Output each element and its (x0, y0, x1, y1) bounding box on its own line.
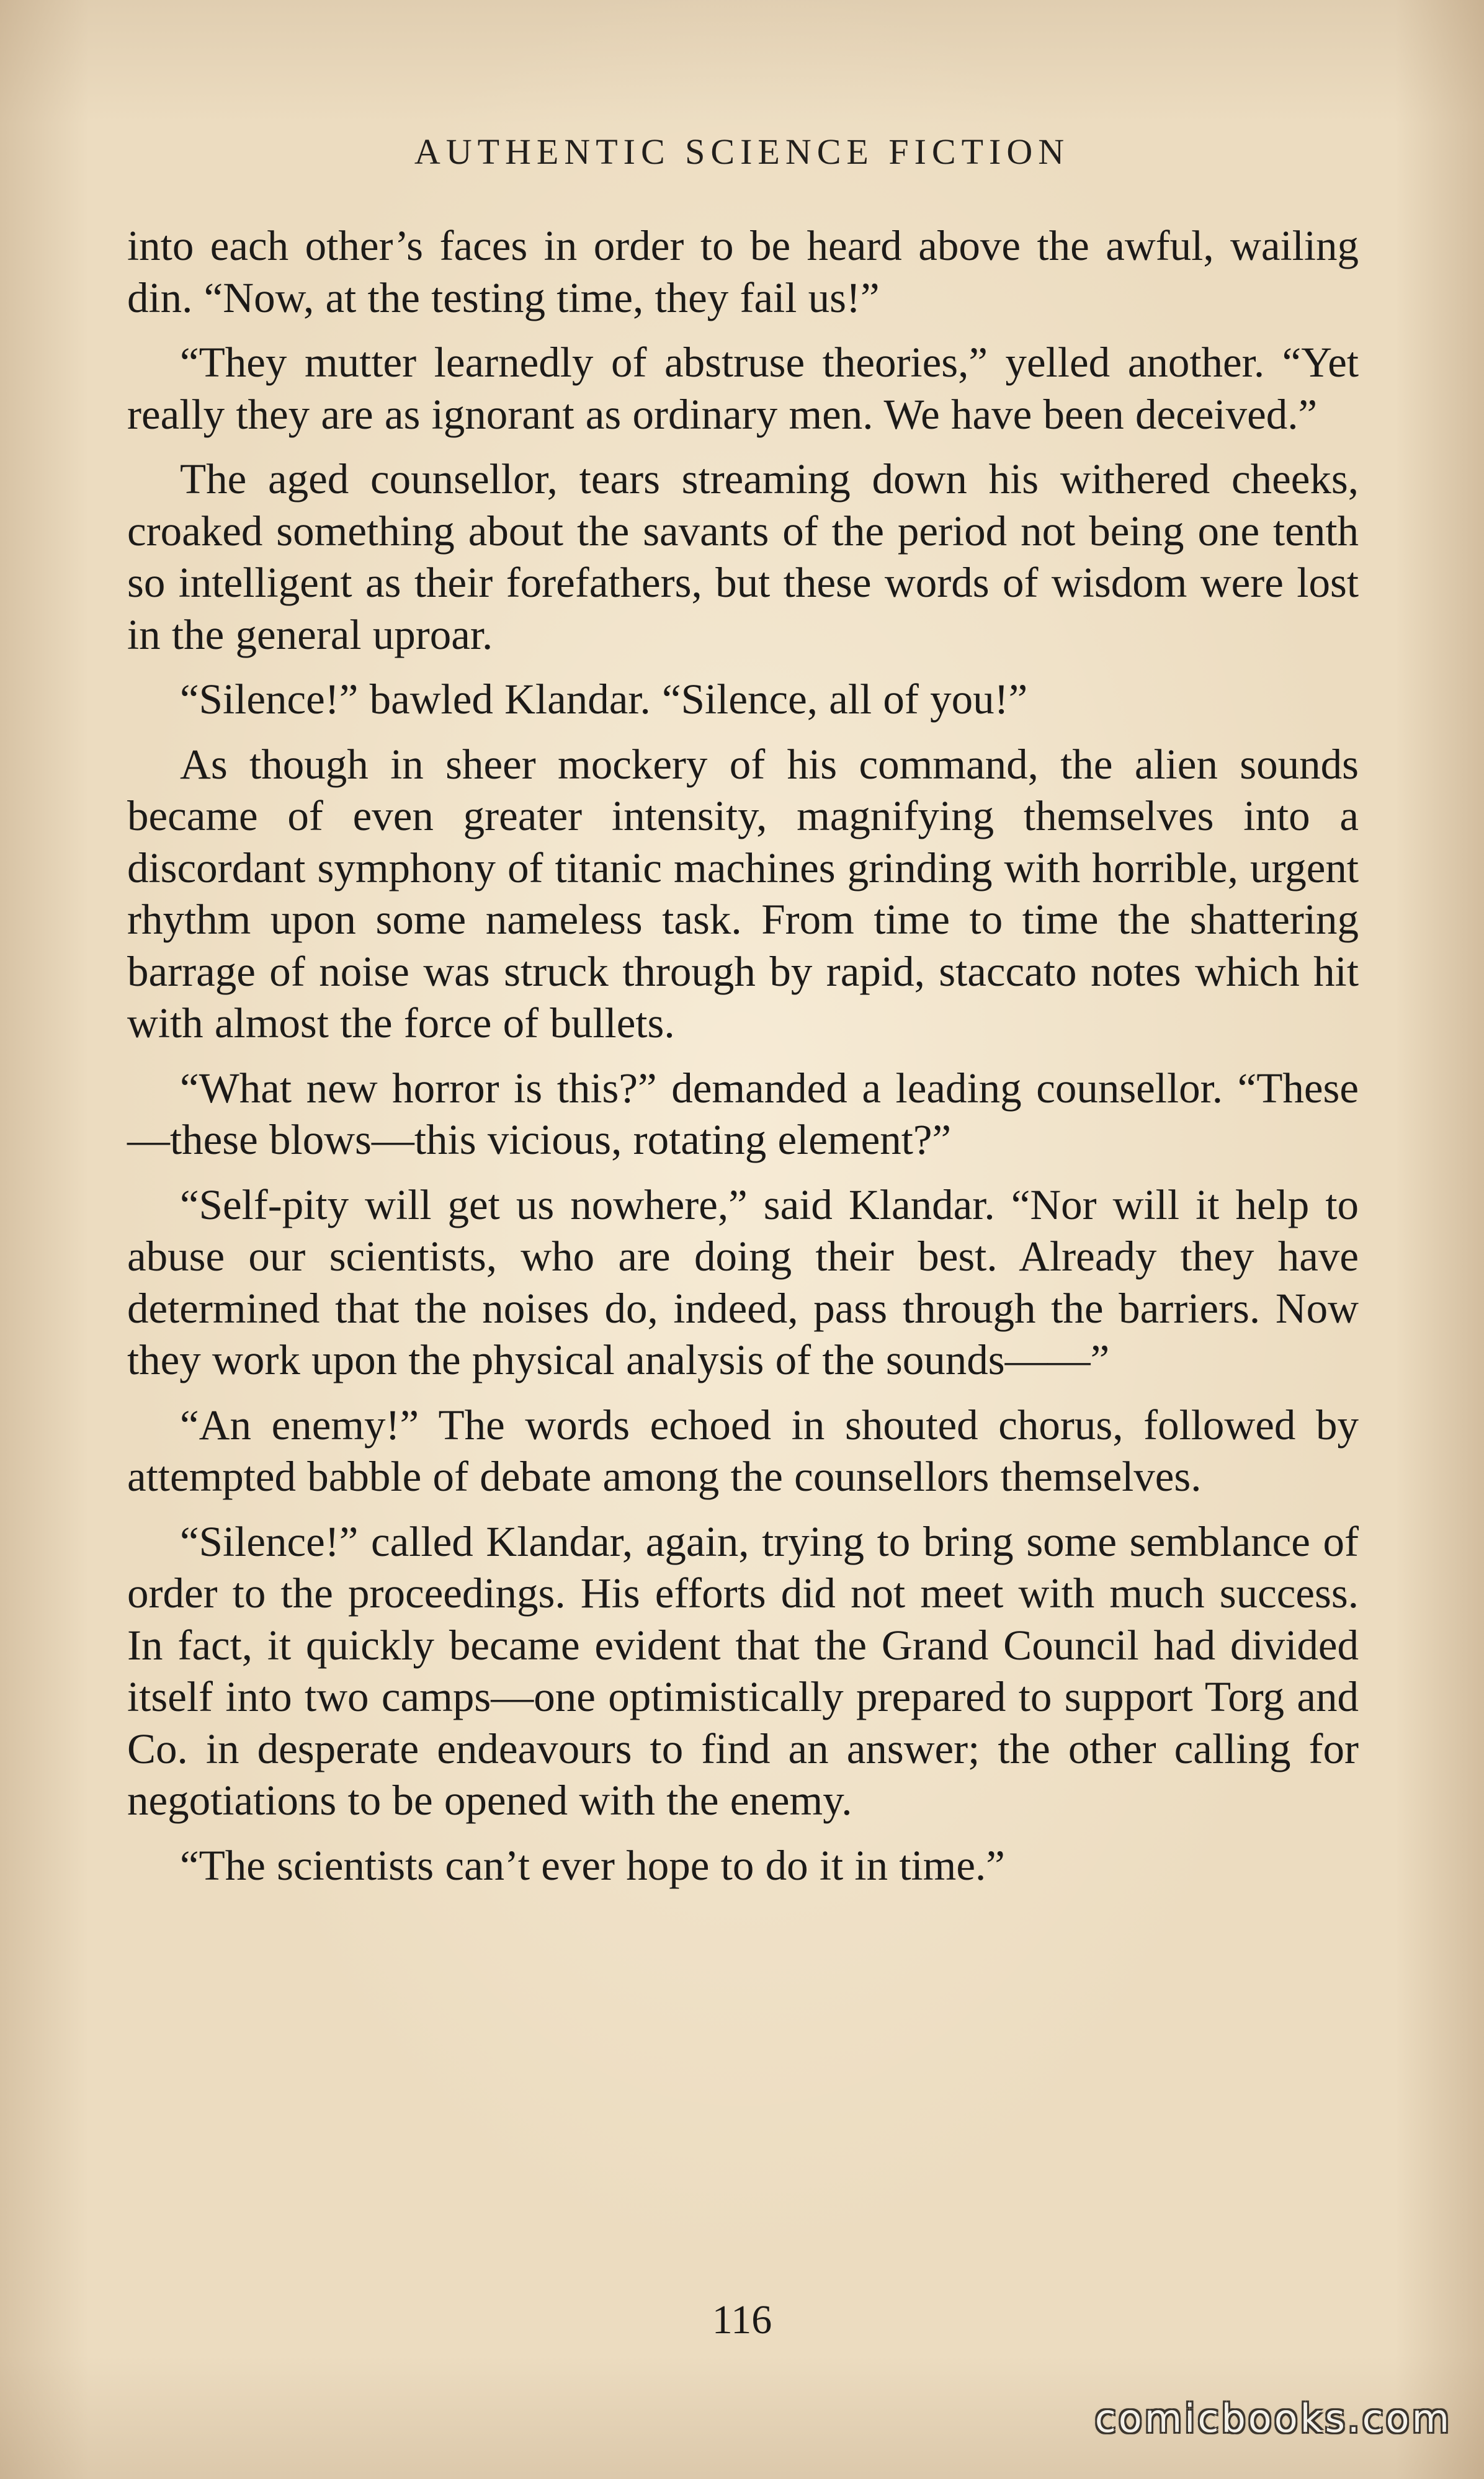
paragraph: “Self-pity will get us nowhere,” said Klandar. “Nor will it help to abuse our scientists, who are doing their best. Already they have determined that the noises do, indeed, pass through the barriers. Now they work upon the physical analysis of the sounds——” (127, 1181, 1359, 1383)
paragraph: “An enemy!” The words echoed in shouted chorus, followed by attempted babble of debate among the counsellors themselves. (127, 1401, 1359, 1500)
paragraph: “They mutter learnedly of abstruse theories,” yelled another. “Yet really they are as ignorant as ordinary men. We have been deceived.” (127, 339, 1359, 438)
paragraph: “The scientists can’t ever hope to do it in time.” (180, 1841, 1005, 1889)
paragraph: “Silence!” called Klandar, again, trying to bring some semblance of order to the proceedings. His efforts did not meet with much success. In fact, it quickly became evident that the Grand Council had divided itself into two camps—one optimistically prepared to support Torg and Co. in desperate endeavours to find an answer; the other calling for negotiations to be opened with the enemy. (127, 1517, 1359, 1824)
paragraph: “What new horror is this?” demanded a leading counsellor. “These—these blows—this vicious, rotating element?” (127, 1064, 1359, 1163)
page-number: 116 (712, 2297, 772, 2343)
running-head: AUTHENTIC SCIENCE FICTION (414, 132, 1070, 172)
paragraph: The aged counsellor, tears streaming down his withered cheeks, croaked something about the savants of the period not being one tenth so intelligent as their forefathers, but these words of wisdom were lost in the general uproar. (127, 455, 1359, 658)
paragraph: As though in sheer mockery of his command, the alien sounds became of even greater intensity, magnifying themselves into a discordant symphony of titanic machines grinding with horrible, urgent rhythm upon some nameless task. From time to time the shattering barrage of noise was struck through by rapid, staccato notes which hit with almost the force of bullets. (127, 740, 1359, 1047)
paragraph: “Silence!” bawled Klandar. “Silence, all of you!” (180, 676, 1028, 723)
site-watermark: comicbooks.com (1094, 2396, 1452, 2441)
paragraph: into each other’s faces in order to be heard above the awful, wailing din. “Now, at the testing time, they fail us!” (127, 222, 1359, 321)
body-text (127, 220, 1359, 1905)
